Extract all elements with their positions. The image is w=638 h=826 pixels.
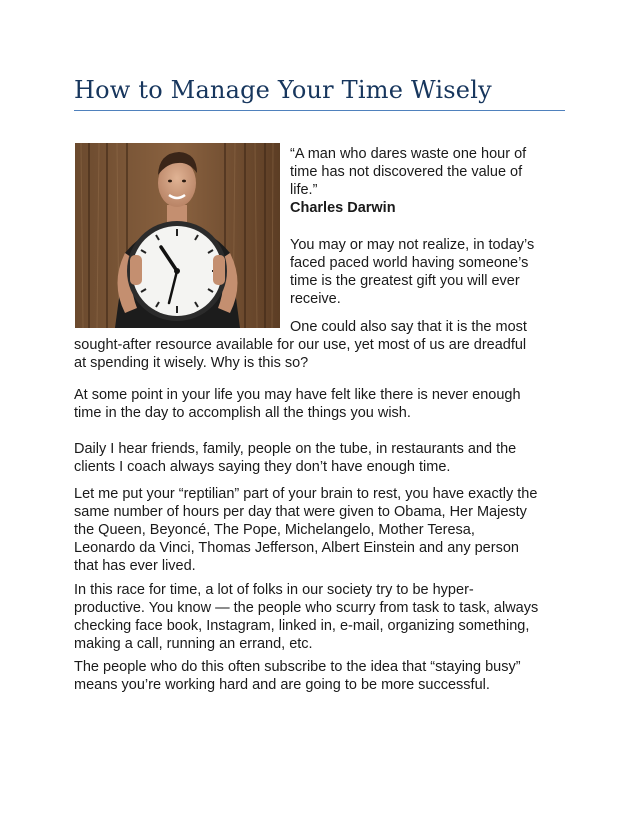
paragraph-line: time in the day to accomplish all the things you wish. xyxy=(74,405,411,421)
resource-paragraph xyxy=(74,318,564,372)
paragraph-line: The people who do this often subscribe to the idea that “staying busy” xyxy=(74,659,521,675)
paragraph-line: In this race for time, a lot of folks in our society try to be hyper- xyxy=(74,582,474,598)
quote-line: life.” xyxy=(290,182,318,198)
paragraph-line: at spending it wisely. Why is this so? xyxy=(74,355,309,371)
paragraph-line: Let me put your “reptilian” part of your brain to rest, you have exactly the xyxy=(74,486,538,502)
darwin-quote xyxy=(290,145,560,217)
intro-line: receive. xyxy=(290,291,341,307)
quote-line: time has not discovered the value of xyxy=(290,164,523,180)
intro-line: time is the greatest gift you will ever xyxy=(290,273,520,289)
intro-line: faced paced world having someone’s xyxy=(290,255,529,271)
intro-line: You may or may not realize, in today’s xyxy=(290,237,535,253)
paragraph-line: productive. You know — the people who scurry from task to task, always xyxy=(74,600,539,616)
paragraph-line: One could also say that it is the most xyxy=(290,319,527,335)
man-holding-clock-photo xyxy=(75,143,280,328)
quote-line: “A man who dares waste one hour of xyxy=(290,146,527,162)
page-title: How to Manage Your Time Wisely xyxy=(74,76,492,104)
paragraph-line: making a call, running an errand, etc. xyxy=(74,636,313,652)
paragraph-line: that has ever lived. xyxy=(74,558,196,574)
paragraph-line: means you’re working hard and are going to be more successful. xyxy=(74,677,490,693)
intro-paragraph xyxy=(290,236,560,308)
body-paragraph xyxy=(74,658,566,694)
paragraph-line: checking face book, Instagram, linked in, e-mail, organizing something, xyxy=(74,618,530,634)
body-paragraph xyxy=(74,386,566,422)
body-paragraph xyxy=(74,581,566,653)
body-paragraph xyxy=(74,485,566,575)
quote-author: Charles Darwin xyxy=(290,200,396,216)
paragraph-line: Daily I hear friends, family, people on the tube, in restaurants and the xyxy=(74,441,517,457)
paragraph-line: At some point in your life you may have felt like there is never enough xyxy=(74,387,521,403)
paragraph-line: sought-after resource available for our use, yet most of us are dreadful xyxy=(74,337,527,353)
body-paragraph xyxy=(74,440,566,476)
title-underline xyxy=(74,110,565,111)
paragraph-line: clients I coach always saying they don’t have enough time. xyxy=(74,459,451,475)
paragraph-line: Leonardo da Vinci, Thomas Jefferson, Albert Einstein and any person xyxy=(74,540,519,556)
paragraph-line: same number of hours per day that were given to Obama, Her Majesty xyxy=(74,504,527,520)
paragraph-line: the Queen, Beyoncé, The Pope, Michelangelo, Mother Teresa, xyxy=(74,522,475,538)
